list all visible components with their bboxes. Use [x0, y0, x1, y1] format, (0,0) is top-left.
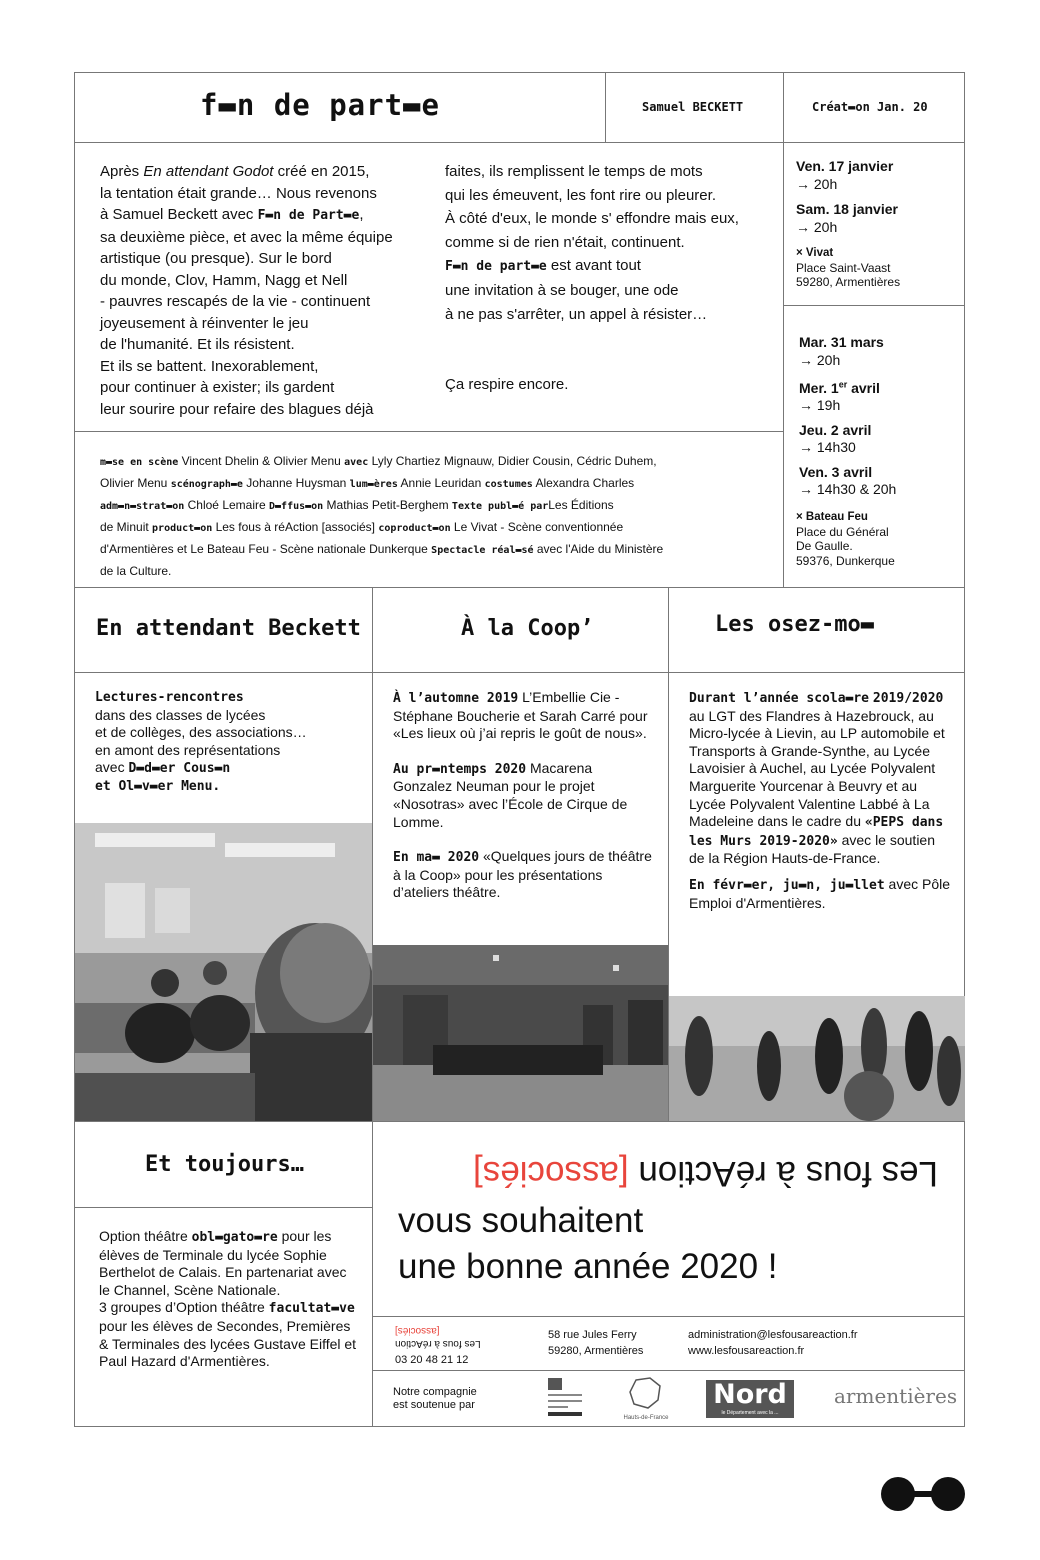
divider [372, 1316, 965, 1317]
divider [74, 672, 965, 673]
dance-photo [669, 996, 965, 1121]
contact-links [688, 1327, 858, 1359]
section-title-osez-moi: Les osez-mo▬ [715, 612, 874, 637]
region-logo: Hauts-de-France [622, 1376, 670, 1422]
page-title: f▬n de part▬e [200, 88, 440, 122]
divider [74, 587, 965, 588]
credits: m▬se en scène Vincent Dhelin & Olivier Menu avec Lyly Chartiez Mignauw, Didier Cousin, Cédric Duhem, Olivier Menu scénograph▬e Johanne Huysman lum▬ères Annie Leuridan costumes Alexandra Charles adm▬n▬strat▬on Chloé Lemaire D▬ffus▬on Mathias Petit-Berghem Texte publ▬é parLes Éditions de Minuit product▬on Les fous à réAction [associés] coproduct▬on Le Vivat - Scène conventionnée d'Armentières et Le Bateau Feu - Scène nationale Dunkerque Spectacle réal▬sé avec l'Aide du Ministère de la Culture. [100, 454, 664, 578]
divider [783, 72, 784, 588]
armentieres-logo: armentières [834, 1384, 958, 1408]
section-title-coop: À la Coop’ [461, 616, 594, 641]
intro-column-2: faites, ils remplissent le temps de mots qui les émeuvent, les font rire ou pleurer. À côté d'eux, le monde s' effondre mais eux, comme si de rien n'était, continuent. F▬n de part▬e est avant tout une invitation à se bouger, une ode à ne pas s'arrêter, un appel à résister… Ça respire encore. [445, 163, 739, 394]
website-link[interactable]: www.lesfousareaction.fr [688, 1345, 805, 1357]
coop-text: À l’automne 2019 L’Embellie Cie - Stéphane Boucherie et Sarah Carré pour «Les lieux où j’ai repris le goût de nous». Au pr▬ntemps 2020 Macarena Gonzalez Neuman pour le projet «Nosotras» avec l’École de Cirque de Lomme. En ma▬ 2020 «Quelques jours de théâtre à la Coop» pour les présentations d’ateliers théâtre. [393, 689, 652, 901]
venue-bateau-feu: × Bateau Feu Place du Général De Gaulle. 59376, Dunkerque [796, 511, 895, 568]
greeting-flipped-line: Les fous à réAction [associés] [473, 1154, 938, 1193]
support-label: Notre compagnie est soutenue par [393, 1386, 477, 1411]
section-title-toujours: Et toujours… [145, 1152, 304, 1177]
dates-vivat: Ven. 17 janvier → 20h Sam. 18 janvier → 20h × Vivat Place Saint-Vaast 59280, Armentières [796, 158, 901, 289]
greeting-line-3: une bonne année 2020 ! [398, 1247, 778, 1286]
divider [372, 1370, 965, 1371]
address: 58 rue Jules Ferry 59280, Armentières [548, 1329, 644, 1357]
email-link[interactable]: administration@lesfousareaction.fr [688, 1329, 858, 1341]
divider [605, 72, 606, 142]
ministry-logo [548, 1378, 582, 1418]
creation-date: Créat▬on Jan. 20 [812, 100, 928, 114]
section-title-beckett: En attendant Beckett [96, 616, 361, 641]
glasses-logo-icon [880, 1476, 968, 1512]
osez-moi-text: Durant l’année scola▬re 2019/2020 au LGT des Flandres à Hazebrouck, au Micro-lycée à Lievin, au LP automobile et Transports à Grande-Synthe, au Lycée Lavoisier à Auchel, au Lycée Polyvalent Marguerite Yourcenar à Beuvry et au Lycée Polyvalent Valentine Labbé à La Madeleine dans le cadre du «PEPS dans les Murs 2019-2020» avec le soutien de la Région Hauts-de-France. En févr▬er, ju▬n, ju▬llet avec Pôle Emploi d'Armentières. [689, 691, 951, 911]
lectures-text: Lectures-rencontres dans des classes de lycées et de collèges, des associations… en amont des représentations avec D▬d▬er Cous▬n et Ol▬v▬er Menu. [95, 690, 307, 794]
nord-logo: Nord le Département avec la ... [706, 1380, 794, 1418]
coop-room-photo [373, 945, 668, 1121]
divider [74, 1207, 372, 1208]
phone: 03 20 48 21 12 [395, 1354, 469, 1366]
divider [372, 1121, 373, 1427]
author: Samuel BECKETT [642, 100, 744, 114]
toujours-text: Option théâtre obl▬gato▬re pour les élèves de Terminale du lycée Sophie Berthelot de Calais. En partenariat avec le Channel, Scène Nationale. 3 groupes d’Option théâtre facultat▬ve pour les élèves de Secondes, Premières & Terminales des lycées Gustave Eiffel et Paul Hazard d'Armentières. [99, 1228, 357, 1370]
greeting-line-2: vous souhaitent [398, 1201, 644, 1240]
classroom-photo [75, 823, 372, 1121]
divider [74, 431, 784, 432]
intro-column-1: Après En attendant Godot créé en 2015, la tentation était grande… Nous revenons à Samuel Beckett avec F▬n de Part▬e, sa deuxième pièce, et avec la même équipe artistique (ou presque). Sur le bord du monde, Clov, Hamm, Nagg et Nell - pauvres rescapés de la vie - continuent joyeusement à réinventer le jeu de l'humanité. Et ils résistent. Et ils se battent. Inexorablement, pour continuer à exister; ils gardent leur sourire pour refaire des blagues déjà [100, 163, 393, 418]
dates-bateau-feu: Mar. 31 mars → 20h Mer. 1er avril → 19h Jeu. 2 avril → 14h30 Ven. 3 avril → 14h30 & 20h [799, 334, 897, 498]
divider [74, 142, 965, 143]
divider [74, 1121, 965, 1122]
company-logo: [associés] Les fous à réAction [395, 1325, 481, 1349]
divider [783, 305, 965, 306]
